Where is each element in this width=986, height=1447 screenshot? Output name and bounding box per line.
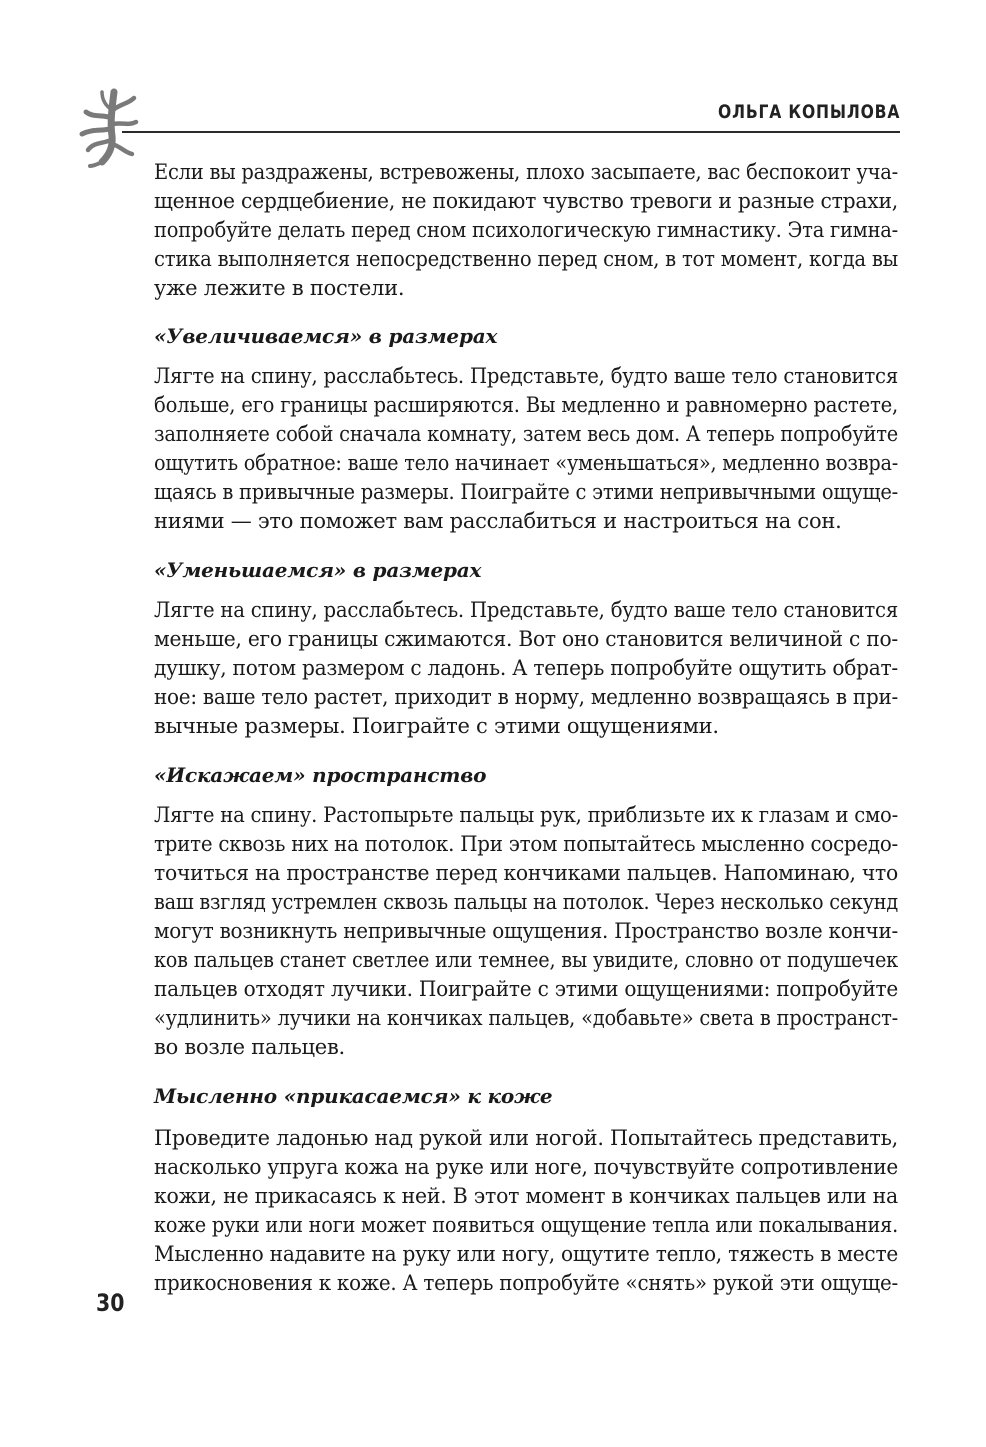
section-paragraph-distort-space <box>154 801 898 1062</box>
text-line: меньше, его границы сжимаются. Вот оно становится величиной с по- <box>154 627 898 651</box>
text-line: Мысленно надавите на руку или ногу, ощутите тепло, тяжесть в месте <box>154 1242 898 1266</box>
section-paragraph-touch-skin <box>154 1124 898 1298</box>
branch-ornament-icon <box>72 88 150 168</box>
text-line: ков пальцев станет светлее или темнее, вы увидите, словно от подушечек <box>154 948 898 972</box>
text-line: прикосновения к коже. А теперь попробуйте «снять» рукой эти ощуще- <box>154 1271 898 1295</box>
text-line: ниями — это поможет вам расслабиться и настроиться на сон. <box>154 509 842 533</box>
page-number: 30 <box>96 1289 125 1317</box>
text-line: насколько упруга кожа на руке или ноге, почувствуйте сопротивление <box>154 1155 898 1179</box>
section-heading-shrink: «Уменьшаемся» в размерах <box>154 558 482 582</box>
running-header-author: ОЛЬГА КОПЫЛОВА <box>717 101 900 123</box>
text-line: «удлинить» лучики на кончиках пальцев, «добавьте» света в пространст- <box>154 1006 898 1030</box>
text-line: ное: ваше тело растет, приходит в норму, медленно возвращаясь в при- <box>154 685 898 709</box>
text-line: заполняете собой сначала комнату, затем весь дом. А теперь попробуйте <box>154 422 898 446</box>
section-paragraph-shrink <box>154 596 898 741</box>
section-heading-grow: «Увеличиваемся» в размерах <box>154 324 498 348</box>
header-rule <box>122 131 900 133</box>
text-line: кожи, не прикасаясь к ней. В этот момент в кончиках пальцев или на <box>154 1184 898 1208</box>
text-line: коже руки или ноги может появиться ощущение тепла или покалывания. <box>154 1213 898 1237</box>
text-line: Если вы раздражены, встревожены, плохо засыпаете, вас беспокоит уча- <box>154 160 898 184</box>
text-line: во возле пальцев. <box>154 1035 345 1059</box>
text-line: трите сквозь них на потолок. При этом попытайтесь мысленно сосредо- <box>154 832 898 856</box>
text-line: щаясь в привычные размеры. Поиграйте с этими непривычными ощуще- <box>154 480 898 504</box>
text-line: ощутить обратное: ваше тело начинает «уменьшаться», медленно возвра- <box>154 451 898 475</box>
text-line: щенное сердцебиение, не покидают чувство тревоги и разные страхи, <box>154 189 898 213</box>
intro-paragraph <box>154 158 898 303</box>
text-line: Лягте на спину. Растопырьте пальцы рук, приблизьте их к глазам и смо- <box>154 803 898 827</box>
section-paragraph-grow <box>154 362 898 536</box>
section-heading-distort-space: «Искажаем» пространство <box>154 763 487 787</box>
text-line: стика выполняется непосредственно перед сном, в тот момент, когда вы <box>154 247 898 271</box>
text-line: Проведите ладонью над рукой или ногой. Попытайтесь представить, <box>154 1126 898 1150</box>
text-line: уже лежите в постели. <box>154 276 405 300</box>
text-line: могут возникнуть непривычные ощущения. Пространство возле кончи- <box>154 919 898 943</box>
text-line: попробуйте делать перед сном психологическую гимнастику. Эта гимна- <box>154 218 898 242</box>
text-line: Лягте на спину, расслабьтесь. Представьте, будто ваше тело становится <box>154 364 898 388</box>
section-heading-touch-skin: Мысленно «прикасаемся» к коже <box>154 1084 553 1108</box>
text-line: вычные размеры. Поиграйте с этими ощущениями. <box>154 714 719 738</box>
text-line: точиться на пространстве перед кончиками пальцев. Напоминаю, что <box>154 861 898 885</box>
text-line: душку, потом размером с ладонь. А теперь попробуйте ощутить обрат- <box>154 656 898 680</box>
text-line: Лягте на спину, расслабьтесь. Представьте, будто ваше тело становится <box>154 598 898 622</box>
text-line: ваш взгляд устремлен сквозь пальцы на потолок. Через несколько секунд <box>154 890 898 914</box>
text-line: пальцев отходят лучики. Поиграйте с этими ощущениями: попробуйте <box>154 977 898 1001</box>
text-line: больше, его границы расширяются. Вы медленно и равномерно растете, <box>154 393 898 417</box>
